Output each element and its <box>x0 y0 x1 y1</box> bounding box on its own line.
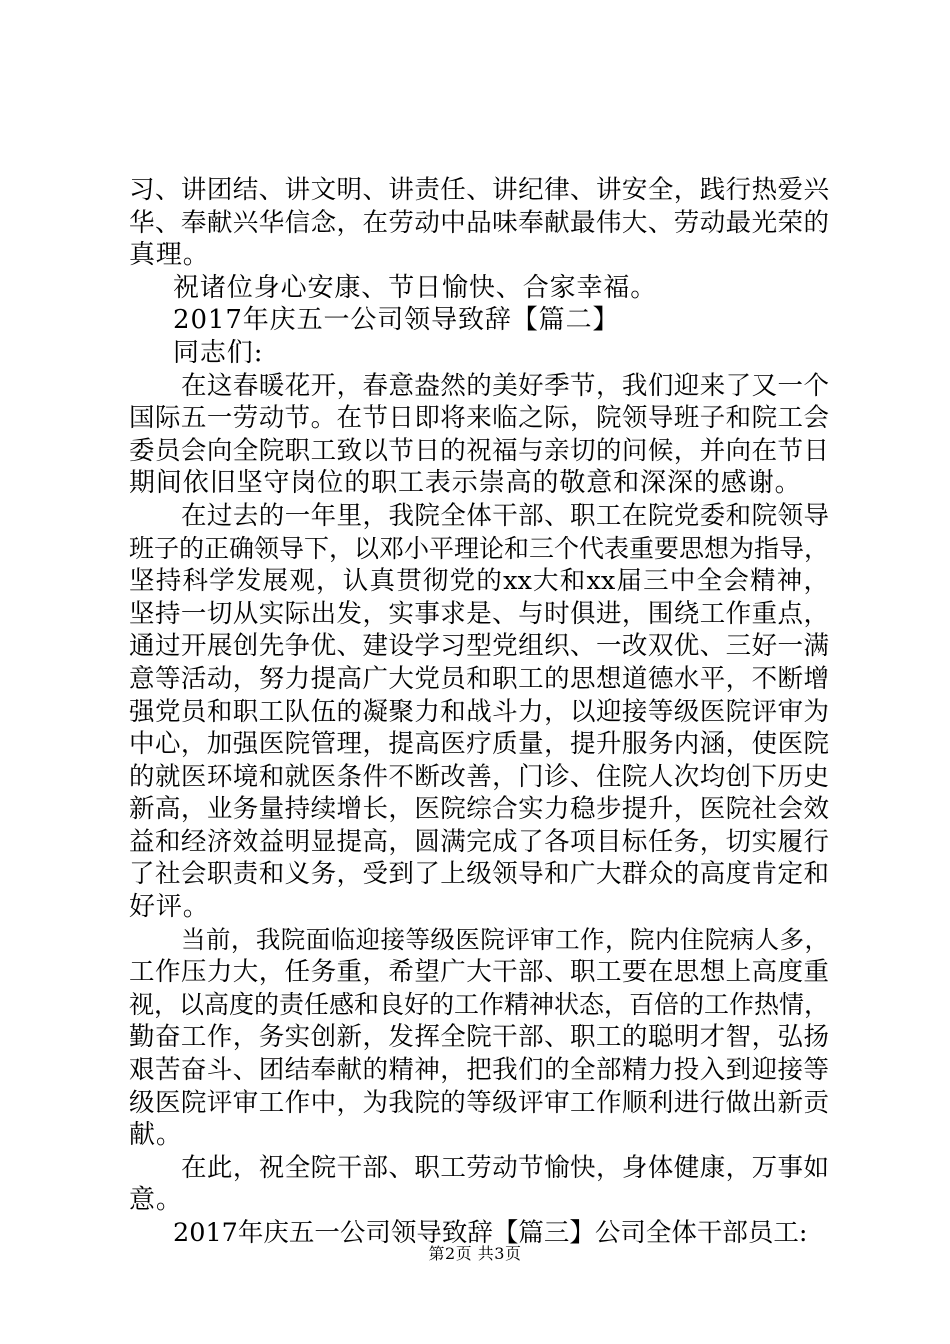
text-line: 当前，我院面临迎接等级医院评审工作，院内住院病人多， <box>181 924 829 954</box>
text-line: 华、奉献兴华信念，在劳动中品味奉献最伟大、劳动最光荣的 <box>129 207 829 238</box>
text-line: 了社会职责和义务，受到了上级领导和广大群众的高度肯定和 <box>129 859 829 890</box>
document-body <box>129 174 829 1250</box>
text-line: 国际五一劳动节。在节日即将来临之际，院领导班子和院工会 <box>129 403 829 434</box>
text-line: 好评。 <box>129 892 210 923</box>
text-line: 意等活动，努力提高广大党员和职工的思想道德水平，不断增 <box>129 663 829 694</box>
text-line: 在过去的一年里，我院全体干部、职工在院党委和院领导 <box>181 500 829 531</box>
text-line: 工作压力大，任务重，希望广大干部、职工要在思想上高度重 <box>129 957 829 988</box>
text-line: 习、讲团结、讲文明、讲责任、讲纪律、讲安全，践行热爱兴 <box>129 175 829 205</box>
text-line: 意。 <box>129 1185 183 1216</box>
page-number-footer: 第2页 共3页 <box>428 1244 522 1263</box>
text-line: 的就医环境和就医条件不断改善，门诊、住院人次均创下历史 <box>129 761 829 792</box>
text-line: 视，以高度的责任感和良好的工作精神状态，百倍的工作热情， <box>129 989 830 1019</box>
text-line: 艰苦奋斗、团结奉献的精神，把我们的全部精力投入到迎接等 <box>129 1055 829 1086</box>
text-line: 强党员和职工队伍的凝聚力和战斗力，以迎接等级医院评审为 <box>129 696 829 727</box>
text-line: 坚持科学发展观，认真贯彻党的xx大和xx届三中全会精神， <box>129 566 829 597</box>
text-line: 通过开展创先争优、建设学习型党组织、一改双优、三好一满 <box>129 631 829 662</box>
text-line: 勤奋工作，务实创新，发挥全院干部、职工的聪明才智，弘扬 <box>129 1022 829 1053</box>
text-line: 期间依旧坚守岗位的职工表示崇高的敬意和深深的感谢。 <box>129 468 802 499</box>
text-line: 献。 <box>129 1120 183 1151</box>
text-line: 在这春暖花开，春意盎然的美好季节，我们迎来了又一个 <box>181 370 829 401</box>
text-line: 中心，加强医院管理，提高医疗质量，提升服务内涵，使医院 <box>129 729 829 760</box>
section-heading: 2017年庆五一公司领导致辞【篇三】公司全体干部员工: <box>173 1218 808 1248</box>
salutation: 同志们: <box>173 337 264 368</box>
text-line: 委员会向全院职工致以节日的祝福与亲切的问候，并向在节日 <box>129 435 829 466</box>
text-line: 真理。 <box>129 240 210 271</box>
text-line: 益和经济效益明显提高，圆满完成了各项目标任务，切实履行 <box>129 826 829 857</box>
text-line: 祝诸位身心安康、节日愉快、合家幸福。 <box>173 272 658 303</box>
text-line: 坚持一切从实际出发，实事求是、与时俱进，围绕工作重点， <box>129 598 829 629</box>
text-line: 在此，祝全院干部、职工劳动节愉快，身体健康，万事如 <box>181 1152 829 1183</box>
section-heading: 2017年庆五一公司领导致辞【篇二】 <box>173 305 620 336</box>
text-line: 班子的正确领导下，以邓小平理论和三个代表重要思想为指导， <box>129 533 830 563</box>
text-line: 级医院评审工作中，为我院的等级评审工作顺利进行做出新贡 <box>129 1087 829 1118</box>
text-line: 新高，业务量持续增长，医院综合实力稳步提升，医院社会效 <box>129 794 829 825</box>
